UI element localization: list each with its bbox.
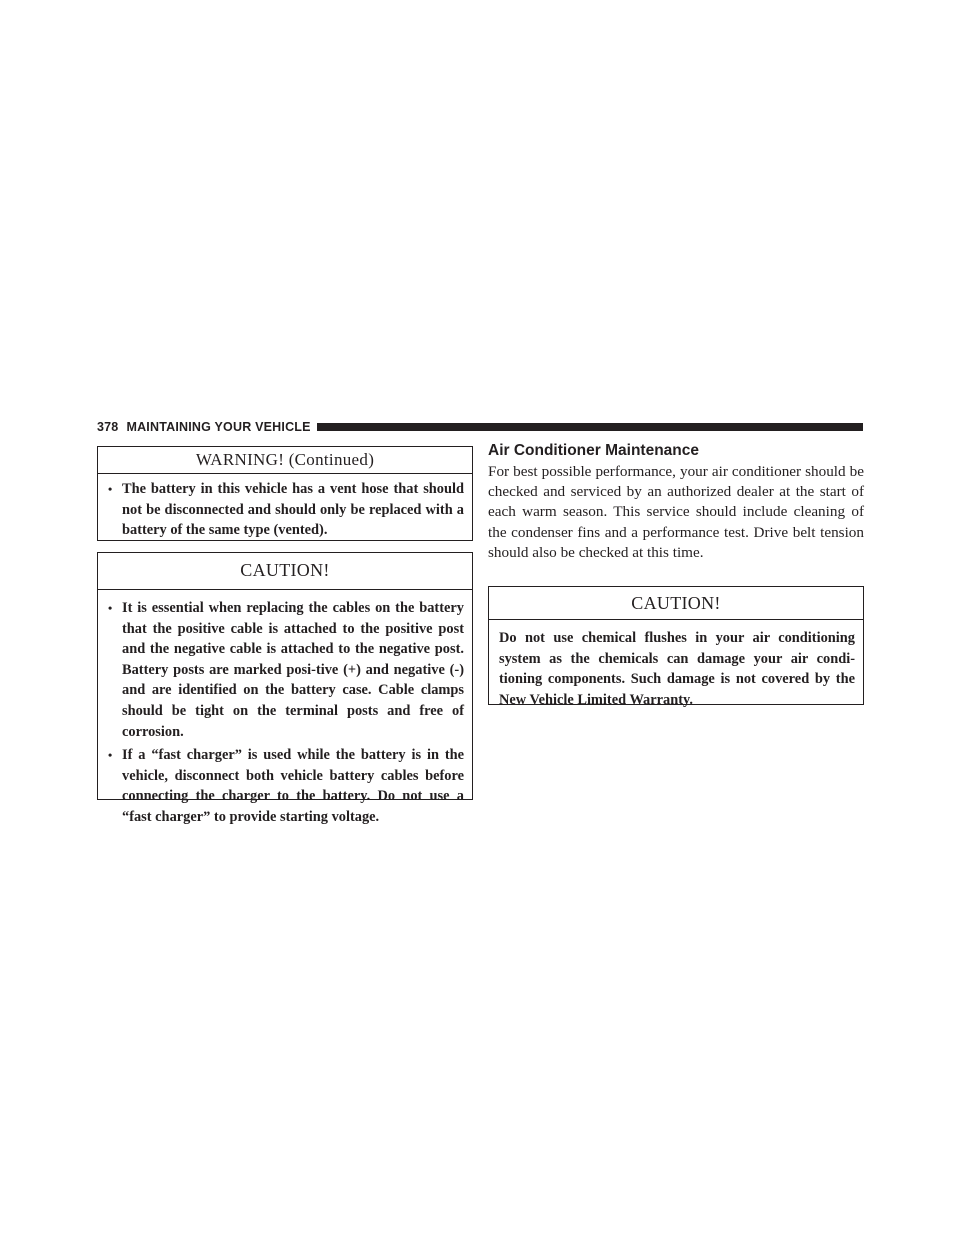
ac-maintenance-paragraph: For best possible performance, your air conditioner should be checked and serviced by an authorized dealer at the start of each warm season. This service should include cleaning of the condenser fins and a performance test. Drive belt tension should also be checked at this time. <box>488 463 864 561</box>
caution-box-ac-body <box>489 620 863 716</box>
warning-item-text: The battery in this vehicle has a vent hose that should not be disconnected and should only be replaced with a battery of the same type (vented). <box>122 481 464 539</box>
warning-box-body <box>98 474 472 551</box>
warning-box <box>97 446 473 541</box>
caution-item <box>108 598 464 742</box>
bullet-icon: • <box>108 748 113 763</box>
caution-box-ac-title: CAUTION! <box>489 587 863 620</box>
header-rule <box>317 423 863 431</box>
bullet-icon: • <box>108 482 113 496</box>
page-header <box>97 419 863 435</box>
warning-item <box>108 479 464 541</box>
warning-box-title: WARNING! (Continued) <box>98 447 472 474</box>
caution-box-battery <box>97 552 473 825</box>
section-title: MAINTAINING YOUR VEHICLE <box>126 420 311 434</box>
caution-box-ac <box>488 586 864 708</box>
caution-box-battery-body <box>98 590 472 838</box>
caution-item-text: If a “fast charger” is used while the battery is in the vehicle, disconnect both vehicle battery cables before connecting the charger to the battery. Do not use a “fast charger” to provide starting voltage. <box>122 747 464 825</box>
caution-box-ac-text: Do not use chemical flushes in your air conditioning system as the chemicals can damage your air condi-tioning components. Such damage is not covered by the New Vehicle Limited Warranty. <box>499 630 855 708</box>
caution-item <box>108 745 464 827</box>
page-number: 378 <box>97 420 119 434</box>
caution-box-battery-title: CAUTION! <box>98 553 472 590</box>
bullet-icon: • <box>108 601 113 615</box>
caution-item-text: It is essential when replacing the cables on the battery that the positive cable is attached to the positive post and the negative cable is attached to the negative post. Battery posts are marked posi-tive (+) and negative (-) and are identified on the battery case. Cable clamps should be tight on the terminal posts and free of corrosion. <box>122 600 464 740</box>
ac-maintenance-heading: Air Conditioner Maintenance <box>488 442 699 459</box>
